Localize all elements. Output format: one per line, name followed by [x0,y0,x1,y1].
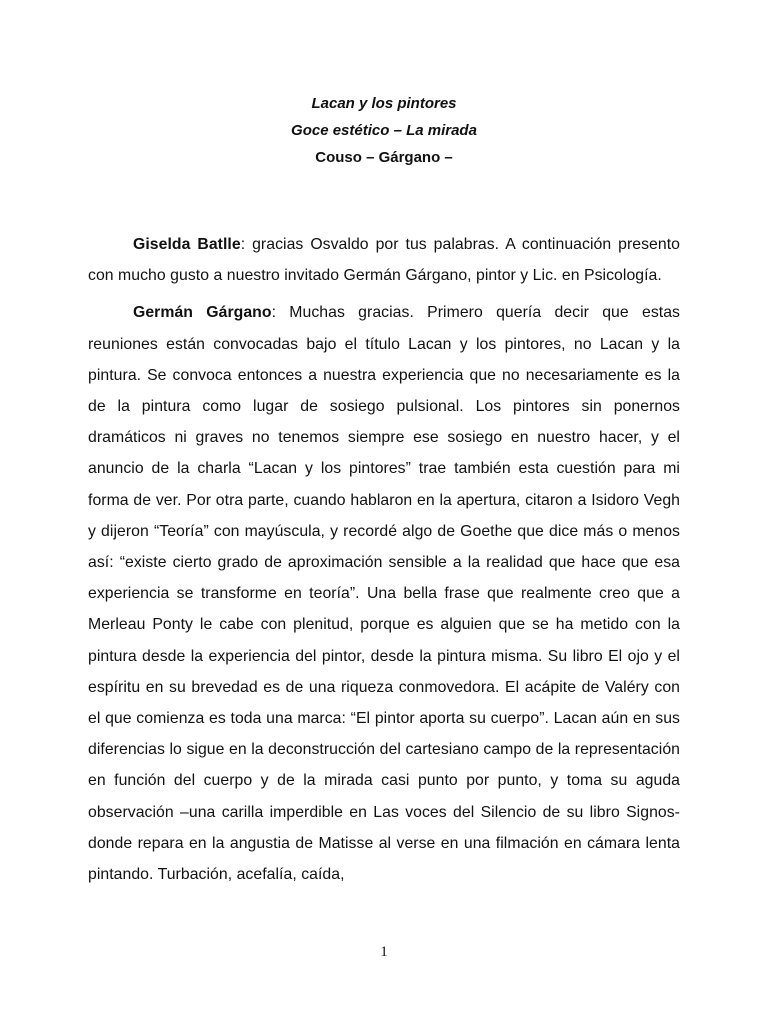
document-header [0,90,768,171]
page-number: 1 [380,944,388,960]
document-title: Lacan y los pintores [311,95,457,112]
paragraph-text: : gracias Osvaldo por tus palabras. A continuación presento con mucho gusto a nuestro invitado Germán Gárgano, pintor y Lic. en Psicología. [88,236,680,285]
document-subtitle: Goce estético – La mirada [291,122,477,139]
document-body [88,229,680,896]
paragraph [88,229,680,291]
speaker-name: Germán Gárgano [133,304,272,322]
paragraph-text: : Muchas gracias. Primero quería decir que estas reuniones están convocadas bajo el título Lacan y los pintores, no Lacan y la pintura. Se convoca entonces a nuestra experiencia que no necesariamente es la de la pintura como lugar de sosiego pulsional. Los pintores sin ponernos dramáticos ni graves no tenemos siempre ese sosiego en nuestro hacer, y el anuncio de la charla “Lacan y los pintores” trae también esta cuestión para mi forma de ver. Por otra parte, cuando hablaron en la apertura, citaron a Isidoro Vegh y dijeron “Teoría” con mayúscula, y recordé algo de Goethe que dice más o menos así: “existe cierto grado de aproximación sensible a la realidad que hace que esa experiencia se transforme en teoría”. Una bella frase que realmente creo que a Merleau Ponty le cabe con plenitud, porque es alguien que se ha metido con la pintura desde la experiencia del pintor, desde la pintura misma. Su libro El ojo y el espíritu en su brevedad es de una riqueza conmovedora. El acápite de Valéry con el que comienza es toda una marca: “El pintor aporta su cuerpo”. Lacan aún en sus diferencias lo sigue en la deconstrucción del cartesiano campo de la representación en función del cuerpo y de la mirada casi punto por punto, y toma su aguda observación –una carilla imperdible en Las voces del Silencio de su libro Signos- donde repara en la angustia de Matisse al verse en una filmación en cámara lenta pintando. Turbación, acefalía, caída, [88,304,680,884]
speaker-name: Giselda Batlle [133,236,241,253]
document-authors: Couso – Gárgano – [315,149,453,166]
paragraph [88,297,680,890]
